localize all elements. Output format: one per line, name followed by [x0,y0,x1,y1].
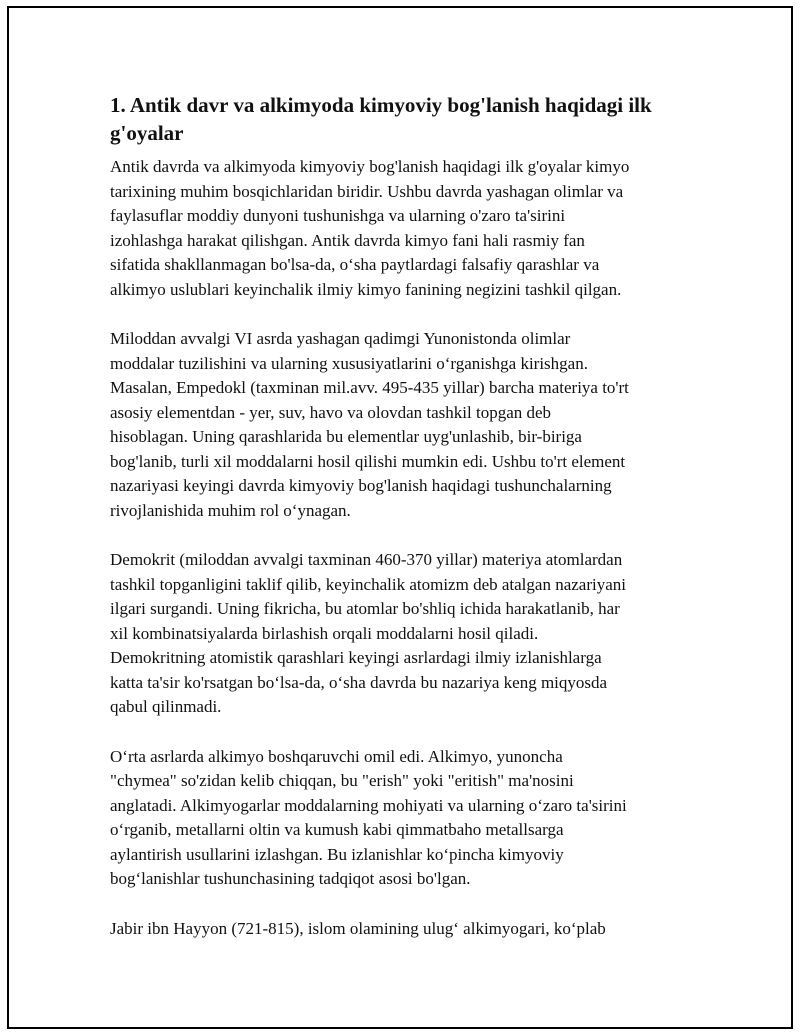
heading-line: g'oyalar [110,121,184,145]
paragraph-demokrit [110,548,690,720]
text-line: "chymea" so'zidan kelib chiqqan, bu "erish" yoki "eritish" ma'nosini [110,771,574,790]
text-line: o‘rganib, metallarni oltin va kumush kabi qimmatbaho metallsarga [110,820,564,839]
text-line: bog'lanib, turli xil moddalarni hosil qilishi mumkin edi. Ushbu to'rt element [110,451,626,471]
text-line: Miloddan avvalgi VI asrda yashagan qadimgi Yunonistonda olimlar [110,329,571,348]
text-line: sifatida shakllanmagan bo'lsa-da, o‘sha paytlardagi falsafiy qarashlar va [110,255,600,274]
section-heading [110,91,690,147]
text-line: Jabir ibn Hayyon (721-815), islom olamining ulug‘ alkimyogari, ko‘plab [110,918,606,938]
text-line: O‘rta asrlarda alkimyo boshqaruvchi omil edi. Alkimyo, yunoncha [110,746,563,766]
text-line: Demokrit (miloddan avvalgi taxminan 460-370 yillar) materiya atomlardan [110,550,623,569]
text-line: nazariyasi keyingi davrda kimyoviy bog'lanish haqidagi tushunchalarning [110,476,612,495]
text-line: rivojlanishida muhim rol o‘ynagan. [110,500,351,520]
text-line: asosiy elementdan - yer, suv, havo va olovdan tashkil topgan deb [110,402,552,422]
text-line: alkimyo uslublari keyinchalik ilmiy kimyo fanining negizini tashkil qilgan. [110,279,622,299]
text-line: tashkil topganligini taklif qilib, keyinchalik atomizm deb atalgan nazariyani [110,574,626,594]
text-line: faylasuflar moddiy dunyoni tushunishga va ularning o'zaro ta'sirini [110,206,566,225]
text-line: qabul qilinmadi. [110,697,222,716]
text-line: katta ta'sir ko'rsatgan bo‘lsa-da, o‘sha davrda bu nazariya keng miqyosda [110,672,608,692]
text-line: xil kombinatsiyalarda birlashish orqali moddalarni hosil qiladi. [110,623,539,643]
paragraph-empedokl [110,327,690,523]
text-line: Antik davrda va alkimyoda kimyoviy bog'lanish haqidagi ilk g'oyalar kimyo [110,157,630,176]
paragraph-jabir-ibn-hayyon [110,917,690,942]
text-line: Demokritning atomistik qarashlari keyingi asrlardagi ilmiy izlanishlarga [110,648,602,667]
text-line: ilgari surgandi. Uning fikricha, bu atomlar bo'shliq ichida harakatlanib, har [110,599,620,618]
text-line: izohlashga harakat qilishgan. Antik davrda kimyo fani hali rasmiy fan [110,230,585,250]
document-body [110,91,690,966]
text-line: hisoblagan. Uning qarashlarida bu elementlar uyg'unlashib, bir-biriga [110,427,582,446]
text-line: Masalan, Empedokl (taxminan mil.avv. 495-435 yillar) barcha materiya to'rt [110,378,629,397]
paragraph-antik-davr [110,155,690,302]
text-line: moddalar tuzilishini va ularning xususiyatlarini o‘rganishga kirishgan. [110,353,588,373]
heading-line: 1. Antik davr va alkimyoda kimyoviy bog'lanish haqidagi ilk [110,93,652,117]
text-line: anglatadi. Alkimyogarlar moddalarning mohiyati va ularning o‘zaro ta'sirini [110,795,627,815]
text-line: bog‘lanishlar tushunchasining tadqiqot asosi bo'lgan. [110,869,471,888]
text-line: aylantirish usullarini izlashgan. Bu izlanishlar ko‘pincha kimyoviy [110,844,564,864]
text-line: tarixining muhim bosqichlaridan biridir. Ushbu davrda yashagan olimlar va [110,181,624,201]
paragraph-orta-asrlar [110,745,690,892]
